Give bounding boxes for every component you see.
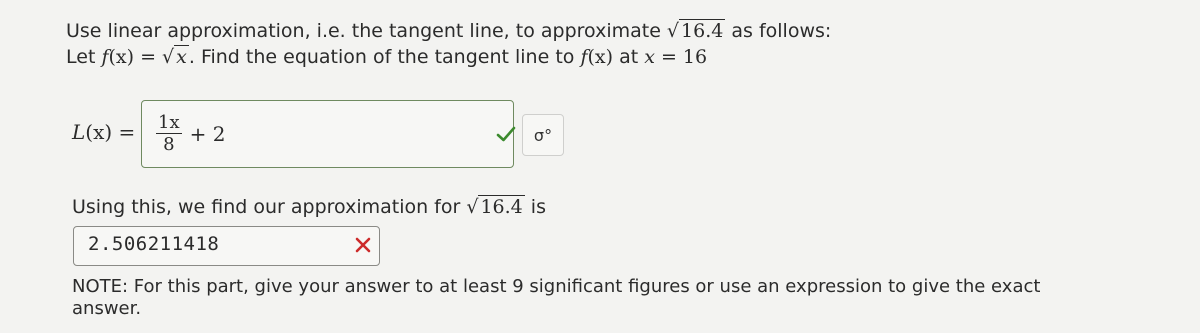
math-arg: (x) — [587, 46, 614, 68]
math-keyboard-icon[interactable] — [522, 114, 564, 156]
radicand: x — [176, 46, 187, 68]
prompt-text: at — [613, 46, 645, 68]
prompt-text: . Find the equation of the tangent line to — [188, 46, 581, 68]
tangent-answer-field[interactable] — [141, 100, 514, 168]
approximation-prompt — [72, 196, 546, 218]
math-var: x — [644, 46, 655, 68]
correct-check-icon — [496, 124, 516, 144]
sqrt-expression — [466, 196, 524, 218]
math-arg: (x) — [85, 120, 113, 144]
incorrect-x-icon — [352, 234, 374, 256]
math-arg: (x) — [108, 46, 135, 68]
prompt-text: as follows: — [725, 20, 832, 42]
radical-symbol: √ — [466, 196, 479, 218]
radicand: 16.4 — [681, 20, 724, 42]
sqrt-expression — [162, 44, 189, 70]
prompt-line-1 — [66, 18, 831, 44]
radical-symbol: √ — [162, 46, 175, 68]
math-value: 16 — [682, 46, 708, 68]
prompt-text: Use linear approximation, i.e. the tangent line, to approximate — [66, 20, 667, 42]
question-prompt — [66, 18, 831, 70]
fraction-numerator: 1x — [158, 111, 180, 133]
math-var: f — [580, 46, 588, 68]
math-var: L — [72, 120, 86, 144]
prompt-text: is — [524, 196, 546, 218]
prompt-text: Let — [66, 46, 102, 68]
prompt-line-2 — [66, 44, 831, 70]
keyboard-icon-glyph: σ° — [533, 125, 553, 145]
math-eq: = — [112, 120, 136, 144]
note-text: NOTE: For this part, give your answer to at least 9 significant figures or use an expression to give the exact answer. — [72, 276, 1041, 319]
tangent-answer-expression — [156, 109, 225, 159]
tangent-lhs — [72, 120, 135, 144]
math-eq: = — [654, 46, 683, 68]
radicand: 16.4 — [480, 196, 523, 218]
sqrt-expression — [667, 18, 725, 44]
approximation-answer-field[interactable] — [73, 226, 380, 266]
math-var: f — [101, 46, 109, 68]
fraction — [156, 113, 182, 156]
math-eq: = — [134, 46, 163, 68]
radical-symbol: √ — [666, 20, 680, 42]
fraction-denominator: 8 — [163, 133, 175, 155]
expression-tail: + 2 — [189, 122, 226, 146]
prompt-text: Using this, we find our approximation for — [72, 196, 467, 218]
approximation-answer-value: 2.506211418 — [88, 233, 220, 255]
